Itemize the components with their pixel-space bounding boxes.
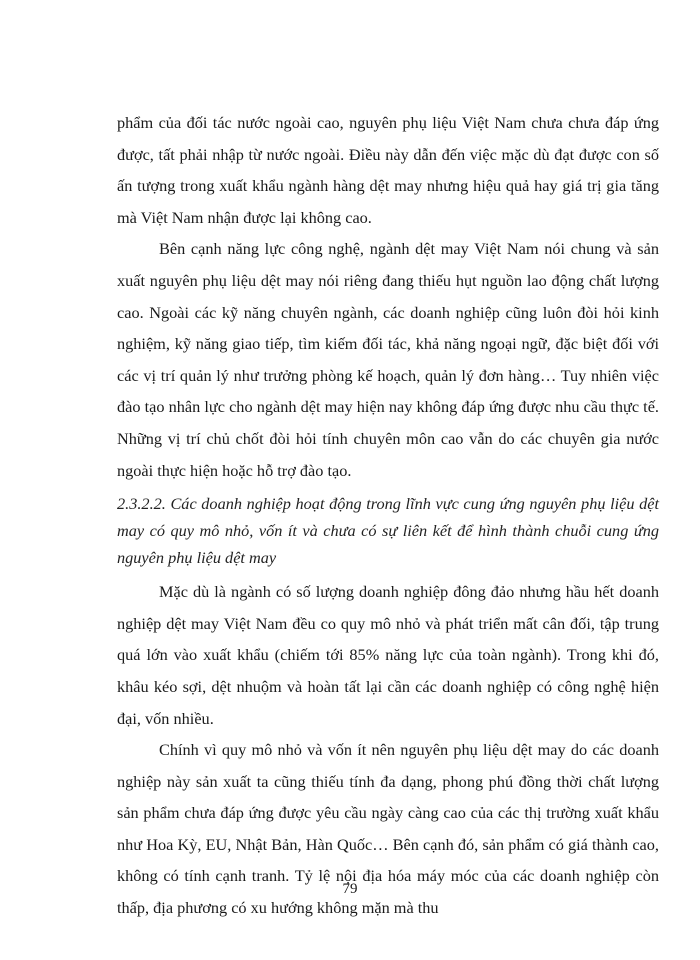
paragraph-workforce: Bên cạnh năng lực công nghệ, ngành dệt may Việt Nam nói chung và sản xuất nguyên phụ liệu dệt may nói riêng đang thiếu hụt nguồn lao động chất lượng cao. Ngoài các kỹ năng chuyên ngành, các doanh nghiệp cũng luôn đòi hỏi kinh nghiệm, kỹ năng giao tiếp, tìm kiếm đối tác, khả năng ngoại ngữ, đặc biệt đối với các vị trí quản lý như trưởng phòng kế hoạch, quản lý đơn hàng… Tuy nhiên việc đào tạo nhân lực cho ngành dệt may hiện nay không đáp ứng được nhu cầu thực tế. Những vị trí chủ chốt đòi hỏi tính chuyên môn cao vẫn do các chuyên gia nước ngoài thực hiện hoặc hỗ trợ đào tạo. (117, 239, 659, 480)
paragraph-continuation: phẩm của đối tác nước ngoài cao, nguyên phụ liệu Việt Nam chưa chưa đáp ứng được, tất phải nhập từ nước ngoài. Điều này dẫn đến việc mặc dù đạt được con số ấn tượng trong xuất khẩu ngành hàng dệt may nhưng hiệu quả hay giá trị gia tăng mà Việt Nam nhận được lại không cao. (117, 113, 659, 227)
page-number: 79 (342, 881, 358, 897)
section-heading-2-3-2-2: 2.3.2.2. Các doanh nghiệp hoạt động trong lĩnh vực cung ứng nguyên phụ liệu dệt may có quy mô nhỏ, vốn ít và chưa có sự liên kết để hình thành chuỗi cung ứng nguyên phụ liệu dệt may (117, 494, 659, 568)
paragraph-small-capital: Chính vì quy mô nhỏ và vốn ít nên nguyên phụ liệu dệt may do các doanh nghiệp này sản xuất ta cũng thiếu tính đa dạng, phong phú đồng thời chất lượng sản phẩm chưa đáp ứng được yêu cầu ngày càng cao của các thị trường xuất khẩu như Hoa Kỳ, EU, Nhật Bản, Hàn Quốc… Bên cạnh đó, sản phẩm có giá thành cao, không có tính cạnh tranh. Tỷ lệ nội địa hóa máy móc của các doanh nghiệp còn thấp, địa phương có xu hướng không mặn mà thu (117, 740, 659, 918)
paragraph-enterprise-scale: Mặc dù là ngành có số lượng doanh nghiệp đông đảo nhưng hầu hết doanh nghiệp dệt may Việt Nam đều co quy mô nhỏ và phát triển mất cân đối, tập trung quá lớn vào xuất khẩu (chiếm tới 85% năng lực của toàn ngành). Trong khi đó, khâu kéo sợi, dệt nhuộm và hoàn tất lại cần các doanh nghiệp có công nghệ hiện đại, vốn nhiều. (117, 582, 659, 728)
page-body (117, 107, 659, 924)
